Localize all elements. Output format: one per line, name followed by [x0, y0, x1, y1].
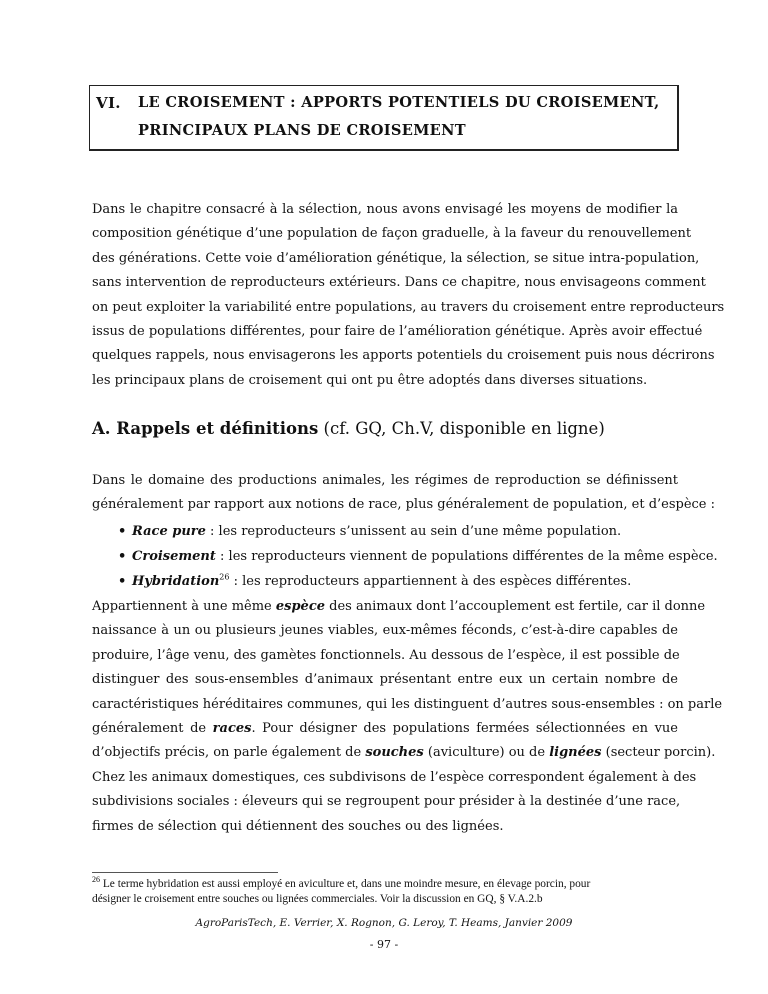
list-item-text: : les reproducteurs s’unissent au sein d’une même population. [205, 524, 622, 539]
intro-line: sans intervention de reproducteurs extérieurs. Dans ce chapitre, nous envisageons comment [92, 275, 706, 291]
intro-paragraph [92, 198, 725, 393]
species-line: naissance à un ou plusieurs jeunes viables, eux-mêmes féconds, c’est-à-dire capables de [92, 623, 678, 639]
term-lignees: lignées [549, 745, 602, 761]
chapter-title-line-2: PRINCIPAUX PLANS DE CROISEMENT [138, 122, 466, 139]
list-item-text: : les reproducteurs viennent de populations différentes de la même espèce. [215, 549, 718, 564]
intro-line: composition génétique d’une population de façon graduelle, à la faveur du renouvellement [92, 226, 692, 242]
species-line: subdivisions sociales : éleveurs qui se regroupent pour présider à la destinée d’une race, [92, 794, 681, 810]
intro-line: Dans le chapitre consacré à la sélection, nous avons envisagé les moyens de modifier la [92, 202, 678, 217]
text-run: des animaux dont l’accouplement est fertile, car il donne [325, 599, 706, 614]
text-run: (aviculture) ou de [423, 745, 550, 761]
list-item-term: Croisement [132, 549, 216, 564]
chapter-number: VI. [96, 94, 121, 112]
domain-line: Dans le domaine des productions animales, les régimes de reproduction se définissent [92, 473, 678, 488]
list-item [118, 544, 718, 569]
text-run: Appartiennent à une même [92, 599, 276, 614]
intro-line: quelques rappels, nous envisagerons les apports potentiels du croisement puis nous décrirons [92, 348, 715, 364]
domain-line: généralement par rapport aux notions de race, plus généralement de population, et d’espèce : [92, 497, 716, 513]
term-races: races [212, 721, 252, 737]
species-line: Chez les animaux domestiques, ces subdivisons de l’espèce correspondent également à des [92, 769, 697, 785]
section-a-title: A. Rappels et définitions [92, 419, 319, 438]
bullet-icon: • [118, 549, 127, 564]
intro-line: issus de populations différentes, pour faire de l’amélioration génétique. Après avoir effectué [92, 324, 703, 340]
species-line: produire, l’âge venu, des gamètes fonctionnels. Au dessous de l’espèce, il est possible de [92, 647, 680, 663]
list-item-term: Hybridation [132, 574, 220, 589]
text-run: généralement de [92, 721, 213, 737]
section-a-reference: (cf. GQ, Ch.V, disponible en ligne) [318, 419, 605, 438]
list-item [118, 519, 718, 544]
bullet-icon: • [118, 574, 127, 589]
species-line [92, 595, 706, 619]
footnote-text-line-2: désigner le croisement entre souches ou lignées commerciales. Voir la discussion en GQ, § V.A.2.b [92, 893, 543, 905]
text-run: d’objectifs précis, on parle également de [92, 745, 366, 761]
chapter-title-line-1: LE CROISEMENT : APPORTS POTENTIELS DU CROISEMENT, [138, 94, 660, 111]
term-souches: souches [365, 745, 424, 761]
footnote-text-line-1: Le terme hybridation est aussi employé en aviculture et, dans une moindre mesure, en élevage porcin, pour [100, 878, 591, 890]
list-item-term: Race pure [132, 524, 206, 539]
species-line [92, 741, 716, 765]
species-line: caractéristiques héréditaires communes, qui les distinguent d’autres sous-ensembles : on parle [92, 696, 723, 712]
section-a-heading [92, 419, 605, 438]
species-line: distinguer des sous-ensembles d’animaux présentant entre eux un certain nombre de [92, 672, 678, 688]
footnote [92, 877, 678, 907]
term-espece: espèce [275, 599, 326, 614]
list-item-text: : les reproducteurs appartiennent à des espèces différentes. [229, 574, 632, 589]
footnote-divider [92, 872, 278, 873]
domain-paragraph [92, 469, 716, 518]
chapter-title-box [89, 85, 679, 151]
intro-line: les principaux plans de croisement qui ont pu être adoptés dans diverses situations. [92, 372, 648, 388]
page-number: - 97 - [369, 938, 399, 951]
species-line: firmes de sélection qui détiennent des souches ou des lignées. [92, 818, 504, 834]
text-run: (secteur porcin). [601, 745, 716, 761]
reproduction-regimes-list [118, 519, 718, 594]
list-item [118, 569, 718, 594]
species-paragraph [92, 595, 723, 839]
species-line [92, 717, 678, 741]
text-run: . Pour désigner des populations fermées sélectionnées en vue [251, 721, 678, 737]
intro-line: des générations. Cette voie d’amélioration génétique, la sélection, se situe intra-population, [92, 250, 700, 266]
bullet-icon: • [118, 524, 127, 539]
footer-credit: AgroParisTech, E. Verrier, X. Rognon, G. Leroy, T. Heams, Janvier 2009 [195, 917, 573, 929]
intro-line: on peut exploiter la variabilité entre populations, au travers du croisement entre reproducteurs [92, 299, 725, 315]
footnote-mark: 26 [92, 875, 100, 885]
footnote-reference: 26 [219, 572, 230, 582]
